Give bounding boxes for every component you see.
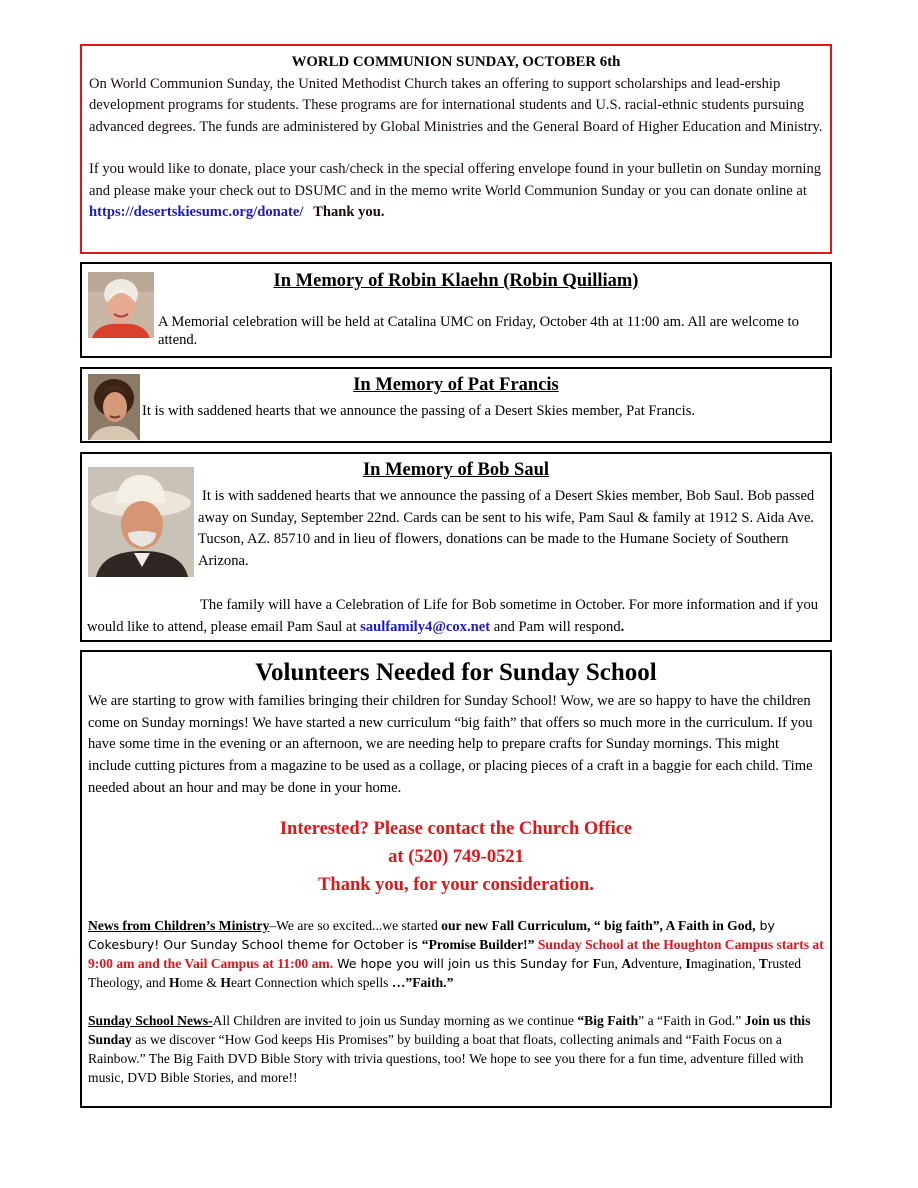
memorial-pat-box — [80, 367, 832, 443]
cm-campus-times: Sunday School at the Houghton Campus starts at 9:00 am and the Vail Campus at 11:00 am. — [88, 936, 824, 971]
cm-trusted: rusted Theology, and — [88, 955, 802, 990]
cm-heart: eart Connection which spells — [230, 974, 392, 990]
cm-imagination: magination, — [690, 955, 759, 971]
cm-letter-h2: H — [220, 974, 231, 990]
pat-portrait-icon — [88, 374, 140, 440]
cm-text-1: We are so excited...we started — [276, 917, 442, 933]
volunteers-body: We are starting to grow with families bringing their children for Sunday School! Wow, we are so happy to have the children come on Sunday mornings! We have started a new curriculum “big faith” that offers so much more in the curriculum. If you have some time in the evening or an afternoon, we are needing help to prepare crafts for Sunday mornings. This might include cutting pictures from a magazine to be used as a collage, or placing pieces of a craft in a baggie for each child. Time needed about an hour and may be done in your home. — [88, 693, 813, 796]
childrens-ministry-label: News from Children’s Ministry — [88, 917, 270, 933]
bob-text-1: It is with saddened hearts that we announce the passing of a Desert Skies member, Bob Saul. Bob passed away on Sunday, September 22nd. Cards can be sent to his wife, Pam Saul & family at 1912 S. Aida Ave. Tucson, AZ. 85710 and in lieu of flowers, donations can be made to the Humane Society of Southern Arizona. — [198, 488, 815, 569]
contact-line-3: Thank you, for your consideration. — [318, 874, 594, 895]
communion-thanks: Thank you. — [313, 204, 385, 220]
cm-letter-i: I — [685, 955, 691, 971]
pat-text: It is with saddened hearts that we announce the passing of a Desert Skies member, Pat Francis. — [142, 403, 696, 419]
bob-end-period: . — [620, 618, 625, 635]
communion-paragraph-1: On World Communion Sunday, the United Methodist Church takes an offering to support scholarships and lead-ership development programs for students. These programs are for international students and U.S. racial-ethnic students pursuing advanced degrees. The funds are administered by Global Ministries and the General Board of Higher Education and Ministry. — [89, 75, 823, 135]
contact-line-2: at (520) 749-0521 — [388, 846, 524, 867]
pat-photo — [88, 374, 140, 440]
communion-title: WORLD COMMUNION SUNDAY, OCTOBER 6th — [291, 54, 621, 70]
robin-heading: In Memory of Robin Klaehn (Robin Quilliam) — [273, 271, 639, 291]
cm-adventure: dventure, — [631, 955, 686, 971]
cm-home: ome & — [179, 974, 221, 990]
bob-portrait-icon — [88, 467, 194, 577]
cm-theme: “Promise Builder!” — [421, 936, 535, 952]
robin-portrait-icon — [88, 272, 154, 338]
donate-link[interactable]: https://desertskiesumc.org/donate/ — [89, 204, 304, 220]
cm-dash: – — [269, 917, 277, 933]
cm-faith: …”Faith.” — [391, 974, 454, 990]
communion-donate-text: If you would like to donate, place your cash/check in the special offering envelope found in your bulletin on Sunday morning and please make your check out to DSUMC and in the memo write World Communion Sunday or you can donate online at — [89, 161, 822, 199]
email-link[interactable]: saulfamily4@cox.net — [360, 618, 491, 635]
bob-photo — [88, 467, 194, 577]
memorial-bob-box — [80, 452, 832, 642]
ss-big-faith: “Big Faith — [577, 1012, 639, 1028]
ss-text-3: as we discover “How God keeps His Promises” by building a boat that floats, collecting animals and “Faith Focus on a Rainbow.” The Big Faith DVD Bible Story with trivia questions, too! We hope to see you there for a fun time, adventure filled with music, DVD Bible Stories, and more!! — [88, 1031, 804, 1085]
communion-paragraph-2 — [89, 159, 823, 224]
communion-box — [80, 44, 832, 254]
cm-letter-a: A — [621, 955, 632, 971]
volunteers-heading: Volunteers Needed for Sunday School — [255, 659, 657, 686]
memorial-robin-box — [80, 262, 832, 358]
pat-heading: In Memory of Pat Francis — [353, 375, 559, 395]
sunday-school-label: Sunday School News- — [88, 1012, 213, 1028]
cm-letter-h1: H — [169, 974, 180, 990]
ss-text-1: All Children are invited to join us Sunday morning as we continue — [212, 1012, 578, 1028]
volunteers-box — [80, 650, 832, 1108]
bob-text-2 — [87, 595, 820, 638]
cm-text-3: We hope you will join us this Sunday for — [333, 955, 593, 971]
cm-curriculum: our new Fall Curriculum, “ big faith”, A Faith in God, — [441, 917, 756, 933]
childrens-ministry-news — [88, 916, 824, 992]
bob-heading: In Memory of Bob Saul — [362, 460, 550, 480]
sunday-school-news — [88, 1011, 824, 1087]
ss-join-us: Join us this Sunday — [88, 1012, 811, 1047]
cm-letter-f: F — [592, 955, 601, 971]
bob-respond-text: and Pam will respond — [493, 618, 621, 635]
robin-photo — [88, 272, 154, 338]
bob-celebration-text: The family will have a Celebration of Life for Bob sometime in October. For more information and if you would like to attend, please email Pam Saul at — [87, 597, 819, 635]
cm-text-2: by Cokesbury! Our Sunday School theme for October is — [88, 917, 775, 952]
cm-fun: un, — [600, 955, 622, 971]
cm-letter-t: T — [758, 955, 768, 971]
ss-text-2: ” a “Faith in God.” — [638, 1012, 745, 1028]
contact-line-1: Interested? Please contact the Church Office — [279, 818, 633, 839]
robin-text: A Memorial celebration will be held at Catalina UMC on Friday, October 4th at 11:00 am. All are welcome to attend. — [158, 314, 799, 348]
